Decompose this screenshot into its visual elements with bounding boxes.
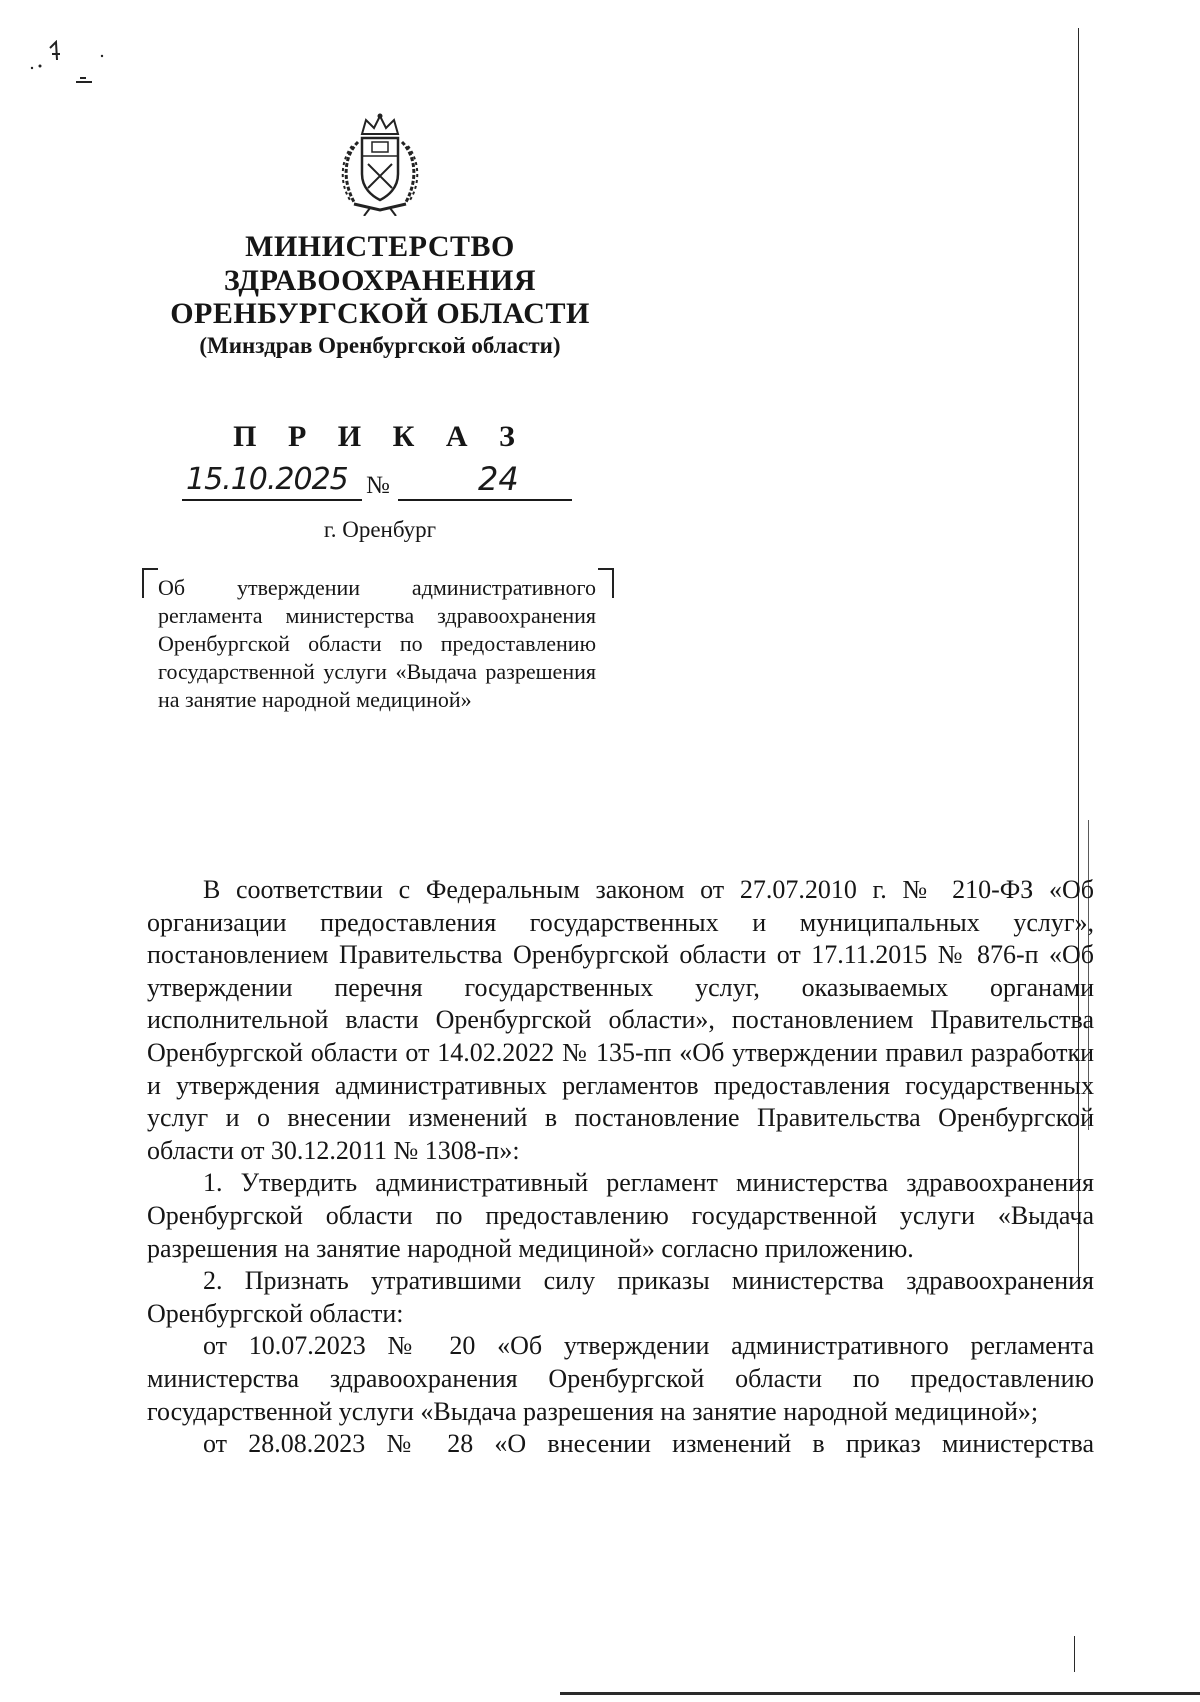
number-sign: №: [366, 472, 390, 499]
order-body: [147, 874, 1094, 1461]
document-type-title: П Р И К А З: [233, 420, 527, 453]
body-paragraph-item-2: 2. Признать утратившими силу приказы министерства здравоохранения Оренбургской области:: [147, 1266, 1094, 1328]
ministry-name-line-2: ЗДРАВООХРАНЕНИЯ: [223, 264, 537, 297]
scan-edge-mark: [1074, 1636, 1075, 1672]
coat-of-arms-emblem: [330, 112, 430, 216]
subject-bracket-right: [598, 568, 614, 598]
date-underline: [182, 499, 362, 501]
order-number-handwritten: 24: [478, 460, 519, 498]
order-date-handwritten: 15.10.2025: [186, 462, 348, 497]
scan-bottom-edge: [560, 1692, 1200, 1695]
ministry-name-line-1: МИНИСТЕРСТВО: [245, 230, 515, 263]
subject-bracket-left: [142, 568, 158, 598]
order-subject: Об утверждении административного регламента министерства здравоохранения Оренбургской области по предоставлению государственной услуги «Выдача разрешения на занятие народной медициной»: [158, 575, 596, 712]
place-of-issue: г. Оренбург: [323, 517, 437, 542]
body-paragraph-item-1: 1. Утвердить административный регламент министерства здравоохранения Оренбургской области по предоставлению государственной услуги «Выдача разрешения на занятие народной медициной» согласно приложению.: [147, 1168, 1094, 1263]
body-paragraph-repealed-order-2: от 28.08.2023 № 28 «О внесении изменений в приказ министерства: [203, 1429, 1094, 1459]
scan-corner-marks: [10, 40, 110, 110]
body-paragraph-repealed-order-1: от 10.07.2023 № 20 «Об утверждении административного регламента министерства здравоохранения Оренбургской области по предоставлению государственной услуги «Выдача разрешения на занятие народной медициной»;: [147, 1331, 1094, 1426]
body-paragraph-preamble: В соответствии с Федеральным законом от 27.07.2010 г. № 210-ФЗ «Об организации предоставления государственных и муниципальных услуг», постановлением Правительства Оренбургской области от 17.11.2015 № 876-п «Об утверждении перечня государственных услуг, оказываемых органами исполнительной власти Оренбургской области», постановлением Правительства Оренбургской области от 14.02.2022 № 135-пп «Об утверждении правил разработки и утверждения административных регламентов предоставления государственных услуг и о внесении изменений в постановление Правительства Оренбургской области от 30.12.2011 № 1308-п»:: [147, 875, 1094, 1165]
ministry-short-name: (Минздрав Оренбургской области): [199, 333, 561, 358]
ministry-name-line-3: ОРЕНБУРГСКОЙ ОБЛАСТИ: [170, 297, 590, 330]
number-underline: [398, 499, 572, 501]
